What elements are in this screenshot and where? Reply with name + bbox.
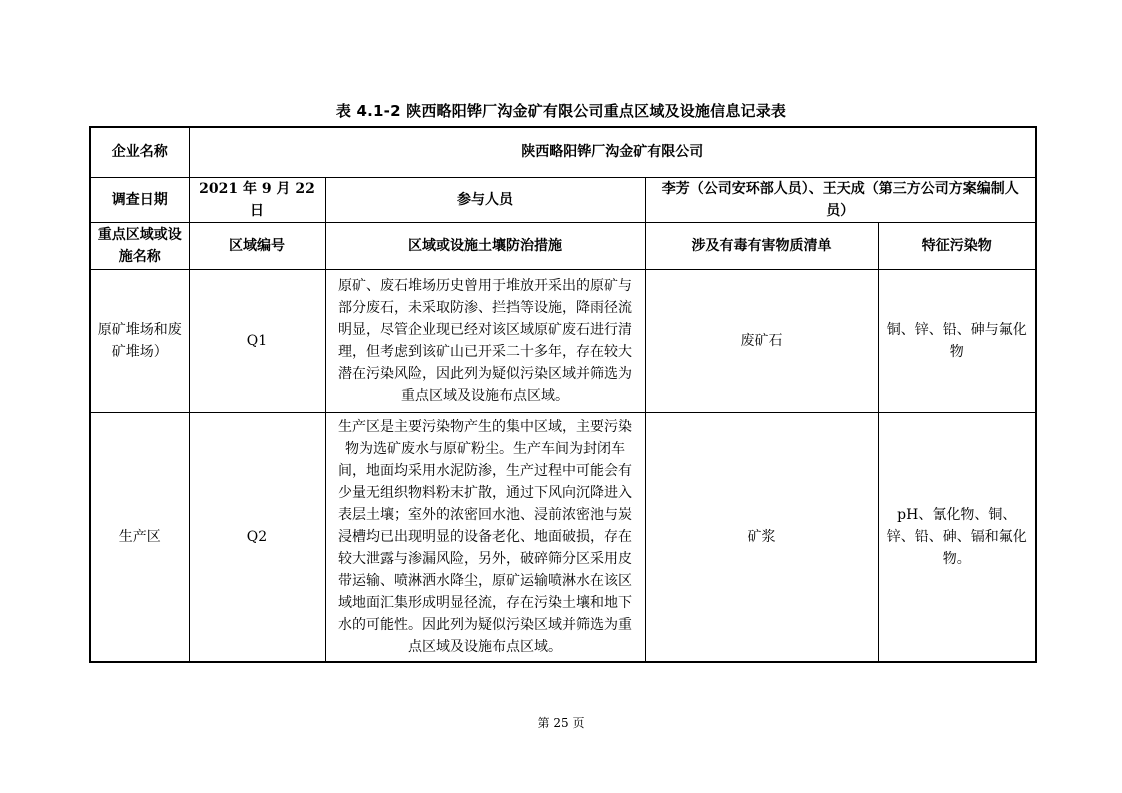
area-measures: 生产区是主要污染物产生的集中区域，主要污染物为选矿废水与原矿粉尘。生产车间为封闭车间，地面均采用水泥防渗，生产过程中可能会有少量无组织物料粉末扩散，通过下风向沉降进入表层土壤；室外的浓密回水池、浸前浓密池与炭浸槽均已出现明显的设备老化、地面破损，存在较大泄露与渗漏风险，另外，破碎筛分区采用皮带运输、喷淋洒水降尘，原矿运输喷淋水在该区域地面汇集形成明显径流，存在污染土壤和地下水的可能性。因此列为疑似污染区域并筛选为重点区域及设施布点区域。 (325, 412, 645, 662)
area-name: 原矿堆场和废矿堆场） (90, 269, 189, 412)
page-number: 第 25 页 (537, 716, 585, 730)
area-code: Q2 (189, 412, 325, 662)
area-substances: 废矿石 (645, 269, 878, 412)
col-header-area-code: 区域编号 (189, 222, 325, 269)
survey-date-label: 调查日期 (90, 177, 189, 222)
area-measures: 原矿、废石堆场历史曾用于堆放开采出的原矿与部分废石，未采取防渗、拦挡等设施，降雨径流明显，尽管企业现已经对该区域原矿废石进行清理，但考虑到该矿山已开采二十多年，存在较大潜在污染风险，因此列为疑似污染区域并筛选为重点区域及设施布点区域。 (325, 269, 645, 412)
company-row (90, 127, 1036, 177)
company-name: 陕西略阳铧厂沟金矿有限公司 (189, 127, 1036, 177)
table-row (90, 269, 1036, 412)
area-name: 生产区 (90, 412, 189, 662)
survey-row (90, 177, 1036, 222)
col-header-measures: 区域或设施土壤防治措施 (325, 222, 645, 269)
col-header-substances: 涉及有毒有害物质清单 (645, 222, 878, 269)
col-header-pollutants: 特征污染物 (878, 222, 1036, 269)
area-substances: 矿浆 (645, 412, 878, 662)
area-pollutants: pH、氰化物、铜、锌、铅、砷、镉和氟化物。 (878, 412, 1036, 662)
col-header-area-name: 重点区域或设施名称 (90, 222, 189, 269)
participants-value: 李芳（公司安环部人员）、王天成（第三方公司方案编制人员） (645, 177, 1036, 222)
company-label: 企业名称 (90, 127, 189, 177)
area-pollutants: 铜、锌、铅、砷与氟化物 (878, 269, 1036, 412)
key-area-record-table (89, 126, 1037, 663)
area-code: Q1 (189, 269, 325, 412)
table-row (90, 412, 1036, 662)
participants-label: 参与人员 (325, 177, 645, 222)
column-header-row (90, 222, 1036, 269)
survey-date-value: 2021 年 9 月 22 日 (189, 177, 325, 222)
table-caption: 表 4.1-2 陕西略阳铧厂沟金矿有限公司重点区域及设施信息记录表 (335, 102, 787, 120)
